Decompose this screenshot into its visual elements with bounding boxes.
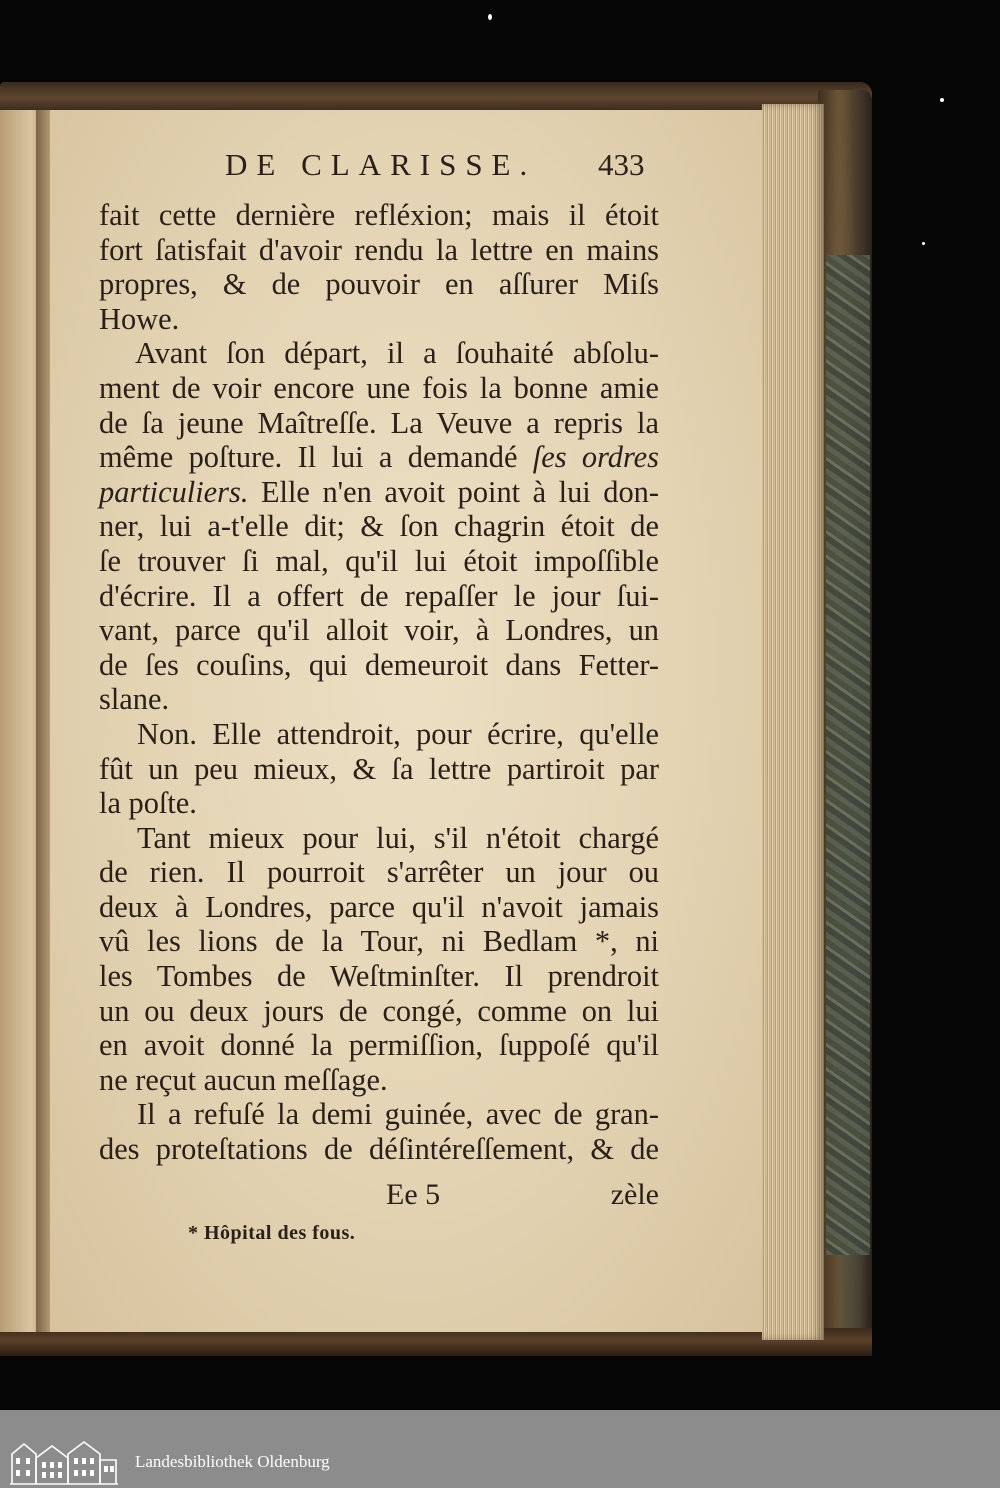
text-segment: Elle n'en avoit point à lui don-	[260, 474, 659, 509]
text-line: fût un peu mieux, & ſa lettre partiroit par	[99, 751, 659, 786]
dust-speck	[488, 14, 492, 20]
library-building-icon	[8, 1438, 120, 1486]
text-line: des proteſtations de déſintéreſſement, & de	[99, 1132, 659, 1167]
page-number: 433	[598, 147, 645, 182]
text-line: Tant mieux pour lui, s'il n'étoit chargé	[137, 820, 659, 855]
text-line: deux à Londres, parce qu'il n'avoit jamais	[99, 889, 659, 924]
page-block-edge	[762, 104, 824, 1340]
text-line: ment de voir encore une fois la bonne amie	[99, 370, 659, 405]
text-line: Il a refuſé la demi guinée, avec de gran-	[137, 1097, 659, 1132]
text-line: ne reçut aucun meſſage.	[99, 1062, 388, 1097]
signature-mark: Ee 5	[386, 1178, 441, 1211]
text-line: ſe trouver ſi mal, qu'il lui étoit impoſſible	[99, 543, 659, 578]
text-line: fort ſatisfait d'avoir rendu la lettre en mains	[99, 232, 659, 267]
text-line: les Tombes de Weſtminſter. Il prendroit	[99, 959, 659, 994]
text-line: de ſa jeune Maîtreſſe. La Veuve a repris la	[99, 405, 659, 440]
text-line: de ſes couſins, qui demeuroit dans Fetter-	[99, 647, 659, 682]
running-head	[0, 147, 1000, 187]
text-line: propres, & de pouvoir en aſſurer Miſs	[99, 267, 659, 302]
dust-speck	[940, 98, 944, 102]
footnote: * Hôpital des fous.	[188, 1222, 356, 1244]
text-line: Avant ſon départ, il a ſouhaité abſolu-	[135, 336, 659, 371]
text-line: d'écrire. Il a offert de repaſſer le jour ſui-	[99, 578, 659, 613]
text-line-mixed	[99, 440, 659, 475]
signature-line	[99, 1178, 659, 1214]
italic-phrase: particuliers.	[99, 474, 249, 509]
catchword: zèle	[610, 1178, 659, 1211]
text-line: vant, parce qu'il alloit voir, à Londres, un	[99, 613, 659, 648]
text-line: slane.	[99, 682, 170, 717]
text-line: un ou deux jours de congé, comme on lui	[99, 993, 659, 1028]
dust-speck	[922, 242, 925, 245]
text-segment: même poſture. Il lui a demandé	[99, 440, 518, 475]
page-body-text	[99, 198, 659, 1167]
text-line: Howe.	[99, 301, 180, 336]
text-line: vû les lions de la Tour, ni Bedlam *, ni	[99, 924, 659, 959]
book-cover-bottom-edge	[0, 1328, 872, 1356]
text-line: en avoit donné la permiſſion, ſuppoſé qu'il	[99, 1028, 659, 1063]
library-name: Landesbibliothek Oldenburg	[135, 1452, 330, 1471]
text-line-mixed	[99, 475, 659, 510]
book-cover-right	[818, 90, 872, 1350]
italic-phrase: ſes ordres	[532, 440, 659, 475]
footer-bar	[0, 1410, 1000, 1488]
text-line: fait cette dernière refléxion; mais il étoit	[99, 198, 659, 232]
marbled-cover-pattern	[826, 255, 870, 1255]
running-head-title: DE CLARISSE.	[225, 147, 537, 182]
text-line: la poſte.	[99, 786, 197, 821]
text-line: Non. Elle attendroit, pour écrire, qu'elle	[137, 716, 659, 751]
text-line: de rien. Il pourroit s'arrêter un jour ou	[99, 855, 659, 890]
text-line: ner, lui a-t'elle dit; & ſon chagrin étoit de	[99, 509, 659, 544]
